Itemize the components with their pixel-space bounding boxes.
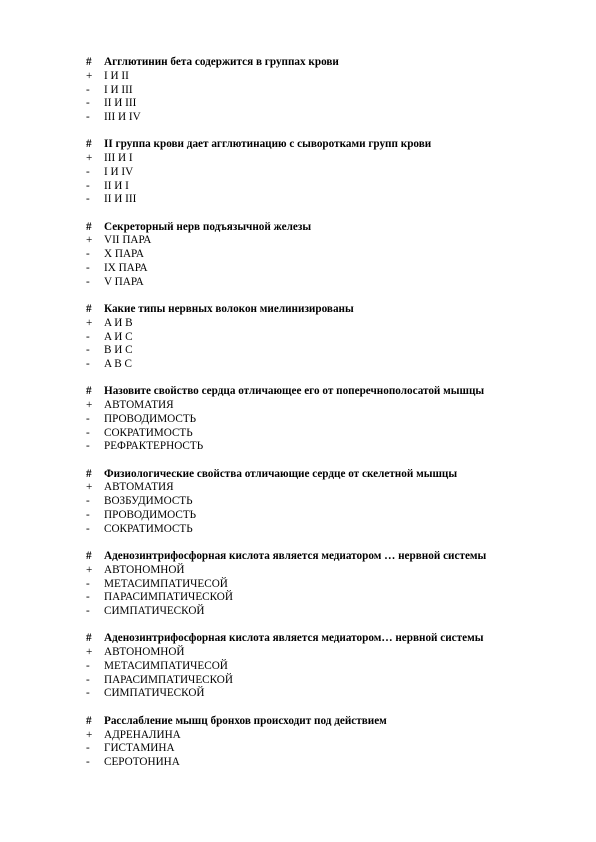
answer-marker: - — [86, 756, 90, 768]
answer-marker: - — [86, 591, 90, 604]
answer-text: ПРОВОДИМОСТЬ — [104, 412, 197, 425]
answer-line — [0, 70, 596, 84]
question-marker: # — [86, 714, 92, 727]
answer-text: V ПАРА — [104, 275, 144, 288]
answer-text: I И III — [104, 83, 133, 96]
answer-line — [0, 742, 596, 756]
answer-marker: - — [86, 673, 90, 686]
question-marker: # — [86, 303, 92, 316]
answer-line — [0, 509, 596, 523]
answer-marker: - — [86, 412, 90, 425]
answer-marker: - — [86, 495, 90, 508]
question-block — [0, 303, 596, 372]
answer-marker: + — [86, 728, 93, 741]
question-marker: # — [86, 56, 92, 68]
answer-text: СИМПАТИЧЕСКОЙ — [104, 605, 205, 618]
answer-line — [0, 358, 596, 372]
answer-line — [0, 84, 596, 98]
answer-marker: + — [86, 316, 93, 329]
answer-text: СОКРАТИМОСТЬ — [104, 522, 193, 535]
answer-marker: - — [86, 426, 90, 439]
question-text: Какие типы нервных волокон миелинизированы — [104, 303, 354, 316]
question-block — [0, 468, 596, 537]
answer-text: II И I — [104, 179, 129, 192]
answer-marker: + — [86, 399, 93, 412]
question-block — [0, 385, 596, 454]
answer-marker: - — [86, 522, 90, 535]
answer-text: III И IV — [104, 111, 141, 123]
answer-text: B И C — [104, 344, 133, 357]
answer-text: A И B — [104, 316, 133, 329]
question-line — [0, 221, 596, 235]
answer-text: ПРОВОДИМОСТЬ — [104, 508, 197, 521]
answer-text: I И IV — [104, 165, 134, 178]
answer-line — [0, 248, 596, 262]
answer-marker: - — [86, 275, 90, 288]
answer-line — [0, 729, 596, 743]
answer-text: I И II — [104, 69, 129, 82]
answer-text: II И III — [104, 193, 137, 206]
answer-text: АВТОМАТИЯ — [104, 481, 174, 494]
answer-line — [0, 276, 596, 290]
answer-line — [0, 495, 596, 509]
answer-text: IX ПАРА — [104, 261, 148, 274]
question-marker: # — [86, 220, 92, 233]
answer-text: СИМПАТИЧЕСКОЙ — [104, 687, 205, 700]
answer-text: АВТОМАТИЯ — [104, 399, 174, 412]
question-line — [0, 715, 596, 729]
answer-line — [0, 674, 596, 688]
answer-marker: - — [86, 358, 90, 371]
answer-text: СЕРОТОНИНА — [104, 756, 180, 768]
answer-marker: - — [86, 605, 90, 618]
answer-line — [0, 180, 596, 194]
question-text: Назовите свойство сердца отличающее его от поперечнополосатой мышцы — [104, 385, 485, 398]
answer-line — [0, 111, 596, 125]
question-marker: # — [86, 467, 92, 480]
answer-line — [0, 97, 596, 111]
answer-line — [0, 440, 596, 454]
question-line — [0, 468, 596, 482]
question-text: Аденозинтрифосфорная кислота является медиатором… нервной системы — [104, 632, 484, 645]
answer-marker: + — [86, 234, 93, 247]
document-page — [0, 56, 596, 783]
answer-line — [0, 646, 596, 660]
answer-marker: + — [86, 481, 93, 494]
answer-line — [0, 687, 596, 701]
answer-text: A И C — [104, 330, 133, 343]
answer-line — [0, 331, 596, 345]
question-text: II группа крови дает агглютинацию с сыворотками групп крови — [104, 138, 432, 151]
answer-line — [0, 193, 596, 207]
answer-marker: - — [86, 577, 90, 590]
question-text: Секреторный нерв подъязычной железы — [104, 220, 312, 233]
answer-line — [0, 399, 596, 413]
question-text: Расслабление мышц бронхов происходит под действием — [104, 714, 387, 727]
answer-marker: - — [86, 165, 90, 178]
answer-marker: - — [86, 440, 90, 453]
answer-line — [0, 166, 596, 180]
answer-text: ПАРАСИМПАТИЧЕСКОЙ — [104, 673, 233, 686]
question-block — [0, 138, 596, 207]
answer-marker: + — [86, 646, 93, 659]
question-block — [0, 221, 596, 290]
answer-marker: - — [86, 179, 90, 192]
question-line — [0, 550, 596, 564]
question-line — [0, 385, 596, 399]
answer-line — [0, 578, 596, 592]
answer-text: A B C — [104, 358, 132, 371]
question-line — [0, 56, 596, 70]
answer-line — [0, 564, 596, 578]
question-line — [0, 632, 596, 646]
answer-line — [0, 344, 596, 358]
answer-marker: - — [86, 742, 90, 755]
answer-text: III И I — [104, 152, 133, 165]
question-text: Аденозинтрифосфорная кислота является медиатором … нервной системы — [104, 550, 487, 563]
answer-text: VII ПАРА — [104, 234, 152, 247]
answer-text: АВТОНОМНОЙ — [104, 563, 185, 576]
answer-line — [0, 660, 596, 674]
question-marker: # — [86, 385, 92, 398]
answer-marker: - — [86, 659, 90, 672]
answer-line — [0, 317, 596, 331]
answer-marker: - — [86, 83, 90, 96]
answer-marker: - — [86, 687, 90, 700]
question-text: Агглютинин бета содержится в группах крови — [104, 56, 339, 68]
answer-line — [0, 262, 596, 276]
answer-text: МЕТАСИМПАТИЧЕСОЙ — [104, 577, 228, 590]
answer-marker: + — [86, 152, 93, 165]
answer-marker: - — [86, 508, 90, 521]
question-block — [0, 56, 596, 125]
question-marker: # — [86, 550, 92, 563]
answer-text: МЕТАСИМПАТИЧЕСОЙ — [104, 659, 228, 672]
answer-text: ГИСТАМИНА — [104, 742, 175, 755]
question-block — [0, 715, 596, 770]
answer-text: II И III — [104, 97, 137, 110]
question-marker: # — [86, 632, 92, 645]
answer-marker: + — [86, 69, 93, 82]
answer-line — [0, 481, 596, 495]
question-line — [0, 138, 596, 152]
answer-line — [0, 427, 596, 441]
question-line — [0, 303, 596, 317]
answer-line — [0, 234, 596, 248]
answer-text: РЕФРАКТЕРНОСТЬ — [104, 440, 204, 453]
answer-text: СОКРАТИМОСТЬ — [104, 426, 193, 439]
answer-text: АДРЕНАЛИНА — [104, 728, 181, 741]
answer-marker: - — [86, 261, 90, 274]
answer-marker: - — [86, 344, 90, 357]
question-marker: # — [86, 138, 92, 151]
question-block — [0, 632, 596, 701]
answer-line — [0, 152, 596, 166]
answer-line — [0, 605, 596, 619]
answer-line — [0, 523, 596, 537]
question-text: Физиологические свойства отличающие сердце от скелетной мышцы — [104, 467, 458, 480]
answer-line — [0, 591, 596, 605]
answer-marker: + — [86, 563, 93, 576]
answer-marker: - — [86, 111, 90, 123]
answer-text: АВТОНОМНОЙ — [104, 646, 185, 659]
answer-line — [0, 413, 596, 427]
answer-marker: - — [86, 248, 90, 261]
answer-text: X ПАРА — [104, 248, 144, 261]
question-block — [0, 550, 596, 619]
answer-text: ВОЗБУДИМОСТЬ — [104, 495, 193, 508]
answer-marker: - — [86, 193, 90, 206]
answer-text: ПАРАСИМПАТИЧЕСКОЙ — [104, 591, 233, 604]
answer-line — [0, 756, 596, 770]
answer-marker: - — [86, 97, 90, 110]
answer-marker: - — [86, 330, 90, 343]
